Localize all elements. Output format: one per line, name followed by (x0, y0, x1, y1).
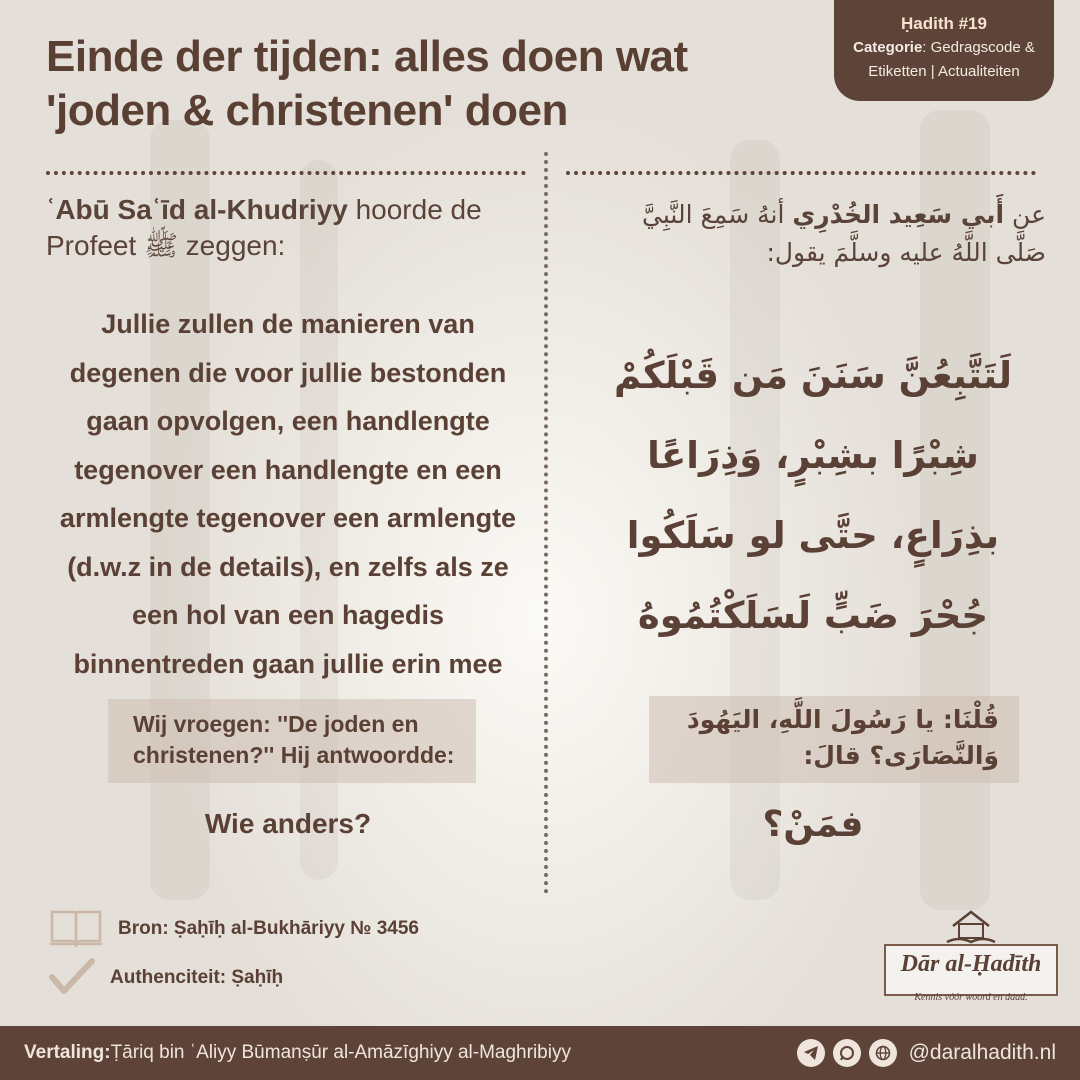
hadith-number: Ḥadith #19 (901, 14, 987, 33)
brand-logo (884, 906, 1058, 1006)
question-arabic: قُلْنَا: يا رَسُولَ اللَّهِ، اليَهُودَ وَالنَّصَارَى؟ قالَ: (649, 696, 1019, 783)
source-label: Bron: Ṣaḥīḥ al-Bukhāriyy № 3456 (118, 918, 419, 939)
intro-arabic-rest-1: أنهُ سَمِعَ النَّبِيَّ (642, 200, 793, 229)
hadith-text-dutch: Jullie zullen de manieren van degenen die voor jullie bestonden gaan opvolgen, een handlengte tegenover een handlengte en een armlengte tegenover een armlengte (d.w.z in de details), en zelfs als ze een hol van een hagedis binnentreden gaan jullie erin mee (59, 309, 517, 679)
intro-dutch-rest-1: hoorde de (347, 194, 482, 225)
divider-left (46, 171, 526, 175)
social-handle[interactable]: @daralhadith.nl (908, 1041, 1056, 1064)
hadith-arabic-line: جُحْرَ ضَبٍّ لَسَلَكْتُمُوهُ (637, 594, 989, 637)
translator-name: Ṭāriq bin ʿAliyy Būmanṣūr al-Amāzīghiyy al-Maghribiyy (110, 1042, 571, 1063)
social-links (797, 1039, 1056, 1067)
hadith-arabic-line: لَتَتَّبِعُنَّ سَنَنَ مَن قَبْلَكُمْ (614, 354, 1012, 397)
hadith-badge (834, 0, 1054, 101)
answer-dutch: Wie anders? (204, 808, 372, 839)
telegram-icon[interactable] (797, 1039, 825, 1067)
category-value: : Gedragscode & (922, 39, 1035, 56)
authenticity-row (48, 958, 283, 998)
category-label: Categorie (853, 39, 923, 56)
center-divider (544, 152, 548, 894)
hadith-arabic-line: بذِرَاعٍ، حتَّى لو سَلَكُوا (626, 514, 1000, 557)
divider-right (566, 171, 1036, 175)
narrator-name: ʿAbū Saʿīd al-Khudriyy (46, 194, 348, 225)
narrator-name-arabic: أَبي سَعِيد الخُدْرِي (792, 200, 1005, 229)
logo-tagline: Kennis vóór woord en daad. (914, 992, 1028, 1003)
category-line-1 (834, 36, 1054, 60)
page-title (46, 30, 746, 138)
check-mark-icon (48, 957, 96, 1000)
intro-arabic (580, 196, 1046, 272)
hadith-text-arabic (580, 336, 1046, 656)
title-line-1: Einde der tijden: alles doen wat (46, 32, 688, 81)
globe-icon[interactable] (869, 1039, 897, 1067)
authenticity-label: Authenciteit: Ṣaḥīḥ (110, 967, 284, 988)
question-dutch: Wij vroegen: ''De joden en christenen?'' Hij antwoordde: (108, 699, 476, 783)
source-row (48, 908, 419, 950)
intro-arabic-prefix: عن (1004, 200, 1046, 229)
intro-dutch-rest-2: Profeet ﷺ zeggen: (46, 230, 286, 261)
logo-name: Dār al-Ḥadīth (900, 951, 1042, 977)
intro-dutch (46, 192, 516, 264)
translation-label: Vertaling: (24, 1042, 111, 1063)
intro-arabic-rest-2: صَلَّى اللَّهُ عليه وسلَّمَ يقول: (766, 238, 1046, 267)
whatsapp-icon[interactable] (833, 1039, 861, 1067)
category-line-2: Etiketten | Actualiteiten (868, 63, 1020, 80)
open-book-icon (48, 906, 104, 953)
answer-arabic: فمَنْ؟ (762, 804, 864, 845)
footer-bar (0, 1026, 1080, 1080)
title-line-2: 'joden & christenen' doen (46, 86, 568, 135)
hadith-arabic-line: شِبْرًا بشِبْرٍ، وَذِرَاعًا (647, 434, 979, 477)
